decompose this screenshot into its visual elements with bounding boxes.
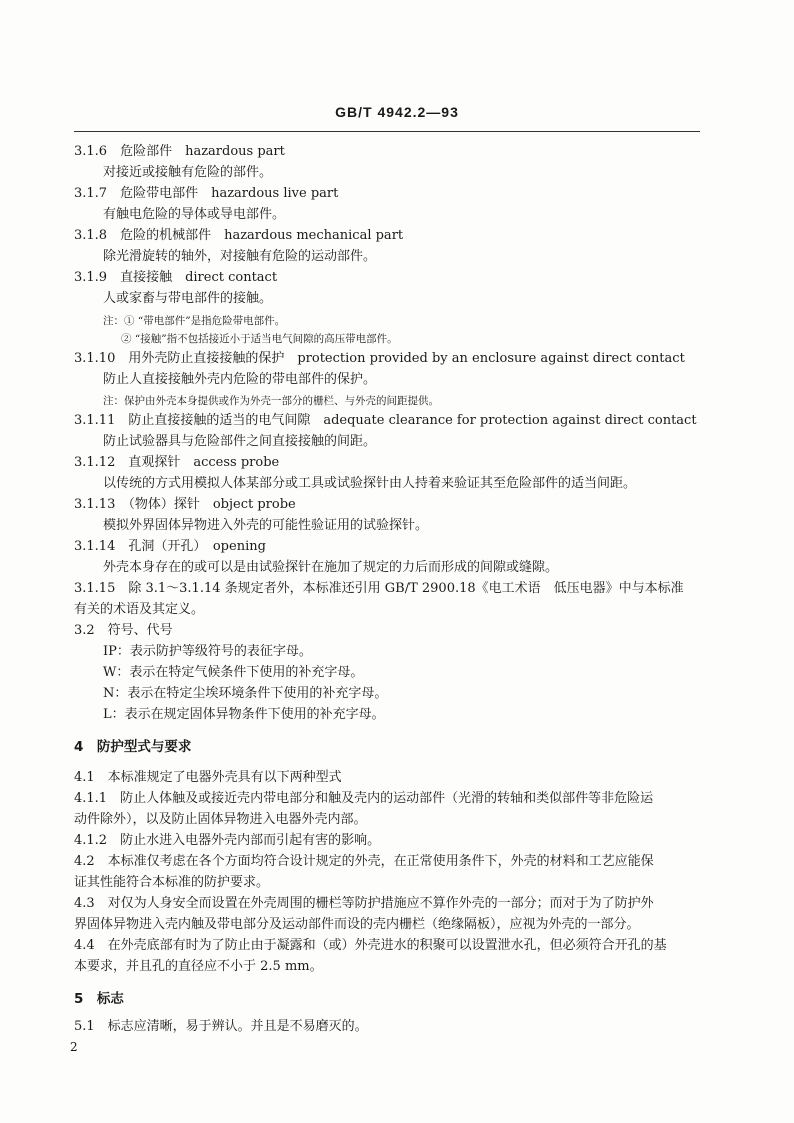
- clause-3-1-11-text: 防止试验器具与危险部件之间直接接触的间距。: [103, 434, 377, 449]
- symbol-n: N：表示在特定尘埃环境条件下使用的补充字母。: [103, 686, 388, 701]
- clause-4-1-2: 4.1.2 防止水进入电器外壳内部而引起有害的影响。: [74, 833, 381, 848]
- clause-3-1-8-title: 3.1.8 危险的机械部件 hazardous mechanical part: [74, 228, 404, 243]
- standard-number-header: GB/T 4942.2—93: [335, 104, 459, 120]
- clause-3-1-10-title: 3.1.10 用外壳防止直接接触的保护 protection provided by an enclosure against direct contact: [74, 351, 685, 366]
- clause-3-1-9-note-2: ② “接触”指不包括接近小于适当电气间隙的高压带电部件。: [121, 333, 398, 345]
- clause-5-1: 5.1 标志应清晰，易于辨认。并且是不易磨灭的。: [74, 1019, 368, 1034]
- section-5-heading: 5 标志: [74, 991, 124, 1007]
- clause-3-1-7-title: 3.1.7 危险带电部件 hazardous live part: [74, 186, 339, 201]
- page-number: 2: [70, 1040, 78, 1054]
- clause-3-1-13-title: 3.1.13 （物体）探针 object probe: [74, 497, 296, 512]
- symbol-ip: IP：表示防护等级符号的表征字母。: [103, 644, 312, 659]
- clause-3-1-8-text: 除光滑旋转的轴外，对接触有危险的运动部件。: [103, 249, 377, 264]
- symbol-l: L：表示在规定固体异物条件下使用的补充字母。: [103, 707, 385, 722]
- clause-3-1-12-text: 以传统的方式用模拟人体某部分或工具或试验探针由人持着来验证其至危险部件的适当间距。: [103, 476, 637, 491]
- symbol-w: W：表示在特定气候条件下使用的补充字母。: [103, 665, 364, 680]
- clause-4-4: 4.4 在外壳底部有时为了防止由于凝露和（或）外壳进水的积聚可以设置泄水孔，但必须符合开孔的基: [74, 938, 667, 953]
- clause-4-1-1-cont: 动件除外），以及防止固体异物进入电器外壳内部。: [74, 812, 367, 827]
- clause-3-1-9-note-1: 注：① “带电部件”是指危险带电部件。: [103, 315, 286, 327]
- clause-3-1-14-title: 3.1.14 孔洞（开孔） opening: [74, 539, 266, 554]
- clause-3-1-9-text: 人或家畜与带电部件的接触。: [103, 291, 273, 306]
- clause-3-1-10-note: 注：保护由外壳本身提供或作为外壳一部分的栅栏、与外壳的间距提供。: [103, 395, 439, 407]
- clause-3-1-6-title: 3.1.6 危险部件 hazardous part: [74, 144, 285, 159]
- clause-4-1-1: 4.1.1 防止人体触及或接近壳内带电部分和触及壳内的运动部件（光滑的转轴和类似部件等非危险运: [74, 791, 654, 806]
- header-rule: [74, 131, 700, 132]
- clause-4-3: 4.3 对仅为人身安全而设置在外壳周围的栅栏等防护措施应不算作外壳的一部分；而对于为了防护外: [74, 896, 654, 911]
- clause-4-2-cont: 证其性能符合本标准的防护要求。: [74, 875, 270, 890]
- clause-4-3-cont: 界固体异物进入壳内触及带电部分及运动部件而设的壳内栅栏（绝缘隔板），应视为外壳的一部分。: [74, 917, 640, 932]
- clause-3-1-15-text-cont: 有关的术语及其定义。: [74, 602, 205, 617]
- clause-3-1-10-text: 防止人直接接触外壳内危险的带电部件的保护。: [103, 372, 377, 387]
- clause-4-1: 4.1 本标准规定了电器外壳具有以下两种型式: [74, 770, 342, 785]
- clause-3-1-6-text: 对接近或接触有危险的部件。: [103, 165, 273, 180]
- clause-3-2-title: 3.2 符号、代号: [74, 623, 173, 638]
- clause-4-4-cont: 本要求，并且孔的直径应不小于 2.5 mm。: [74, 959, 323, 974]
- clause-4-2: 4.2 本标准仅考虑在各个方面均符合设计规定的外壳，在正常使用条件下，外壳的材料和工艺应能保: [74, 854, 654, 869]
- clause-3-1-7-text: 有触电危险的导体或导电部件。: [103, 207, 286, 222]
- clause-3-1-11-title: 3.1.11 防止直接接触的适当的电气间隙 adequate clearance for protection against direct contact: [74, 413, 697, 428]
- clause-3-1-12-title: 3.1.12 直观探针 access probe: [74, 455, 280, 470]
- clause-3-1-9-title: 3.1.9 直接接触 direct contact: [74, 270, 278, 285]
- section-4-heading: 4 防护型式与要求: [74, 739, 192, 755]
- clause-3-1-15-text: 3.1.15 除 3.1～3.1.14 条规定者外，本标准还引用 GB/T 2900.18《电工术语 低压电器》中与本标准: [74, 581, 684, 596]
- clause-3-1-13-text: 模拟外界固体异物进入外壳的可能性验证用的试验探针。: [103, 518, 429, 533]
- clause-3-1-14-text: 外壳本身存在的或可以是由试验探针在施加了规定的力后而形成的间隙或缝隙。: [103, 560, 559, 575]
